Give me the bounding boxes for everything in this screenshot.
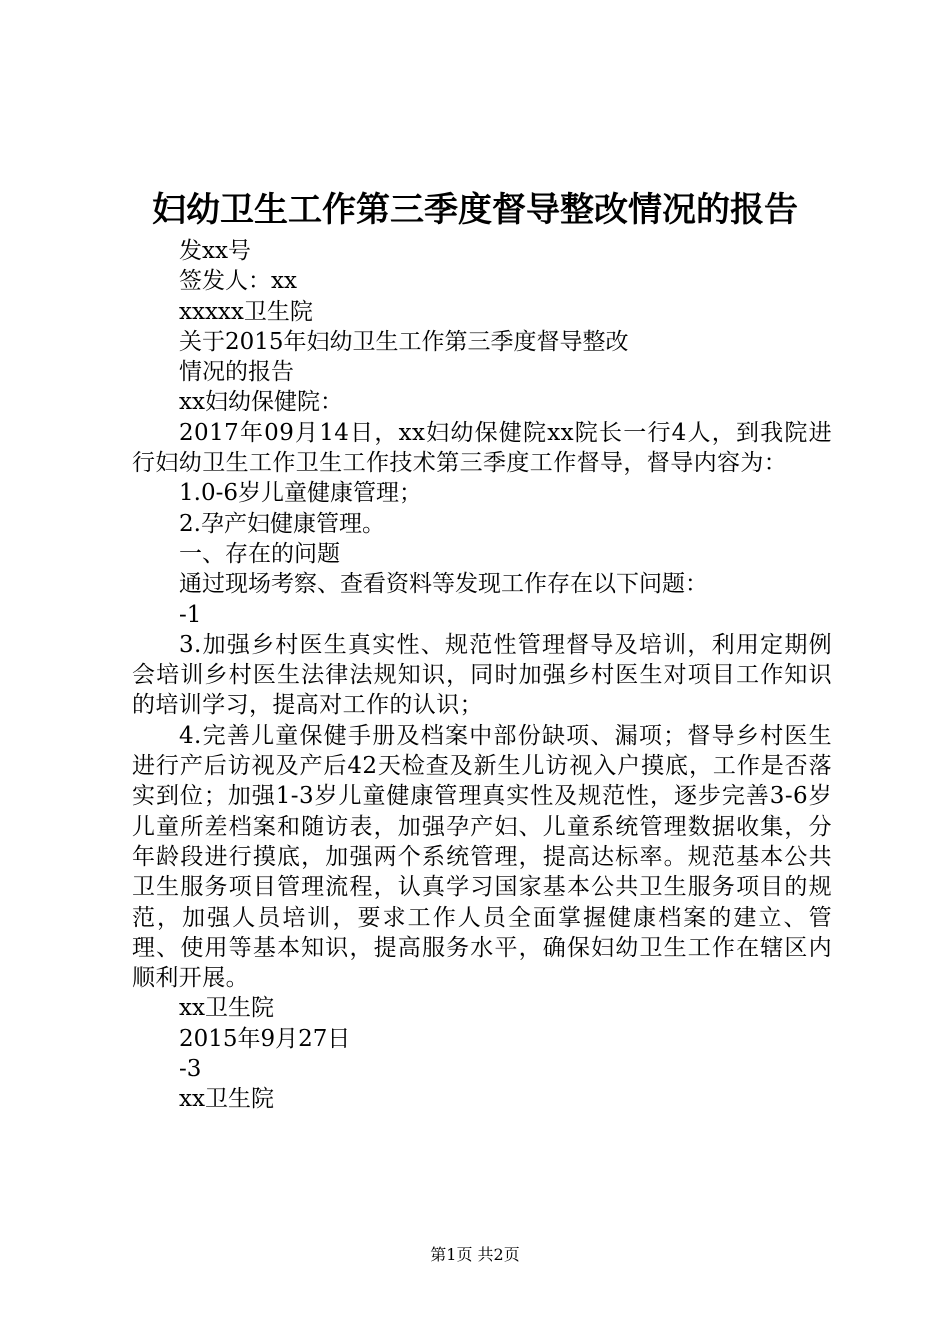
issuer-line: xxxxx卫生院 (179, 298, 313, 325)
recipient-line: xx妇幼保健院： (179, 389, 343, 416)
page-marker-1: -1 (179, 601, 202, 628)
doc-number: 发xx号 (179, 238, 251, 264)
document-body (132, 236, 832, 1115)
intro-paragraph: 2017年09月14日，xx妇幼保健院xx院长一行4人，到我院进行妇幼卫生工作卫生工作技术第三季度工作督导，督导内容为： (132, 419, 832, 477)
signature-org: xx卫生院 (179, 995, 274, 1022)
page-marker-3: -3 (179, 1056, 202, 1083)
section-heading: 一、存在的问题 (179, 540, 340, 567)
measure-3-paragraph: 3.加强乡村医生真实性、规范性管理督导及培训，利用定期例会培训乡村医生法律法规知识，同时加强乡村医生对项目工作知识的培训学习，提高对工作的认识； (132, 631, 832, 719)
page-footer: 第1页 共2页 (430, 1245, 520, 1264)
findings-intro: 通过现场考察、查看资料等发现工作存在以下问题： (179, 571, 708, 598)
signature-date: 2015年9月27日 (179, 1025, 351, 1052)
signature-org-2: xx卫生院 (179, 1086, 274, 1113)
list-item-2: 2.孕产妇健康管理。 (179, 510, 385, 537)
signer-line: 签发人：xx (179, 268, 297, 295)
measure-4-paragraph: 4.完善儿童保健手册及档案中部份缺项、漏项；督导乡村医生进行产后访视及产后42天检查及新生儿访视入户摸底，工作是否落实到位；加强1-3岁儿童健康管理真实性及规范性，逐步完善3-6岁儿童所差档案和随访表，加强孕产妇、儿童系统管理数据收集，分年龄段进行摸底，加强两个系统管理，提高达标率。规范基本公共卫生服务项目管理流程，认真学习国家基本公共卫生服务项目的规范，加强人员培训，要求工作人员全面掌握健康档案的建立、管理、使用等基本知识，提高服务水平，确保妇幼卫生工作在辖区内顺利开展。 (132, 722, 832, 992)
document-title: 妇幼卫生工作第三季度督导整改情况的报告 (152, 190, 798, 230)
subject-line-1: 关于2015年妇幼卫生工作第三季度督导整改 (179, 328, 629, 355)
subject-line-2: 情况的报告 (179, 359, 294, 386)
list-item-1: 1.0-6岁儿童健康管理； (179, 480, 422, 507)
